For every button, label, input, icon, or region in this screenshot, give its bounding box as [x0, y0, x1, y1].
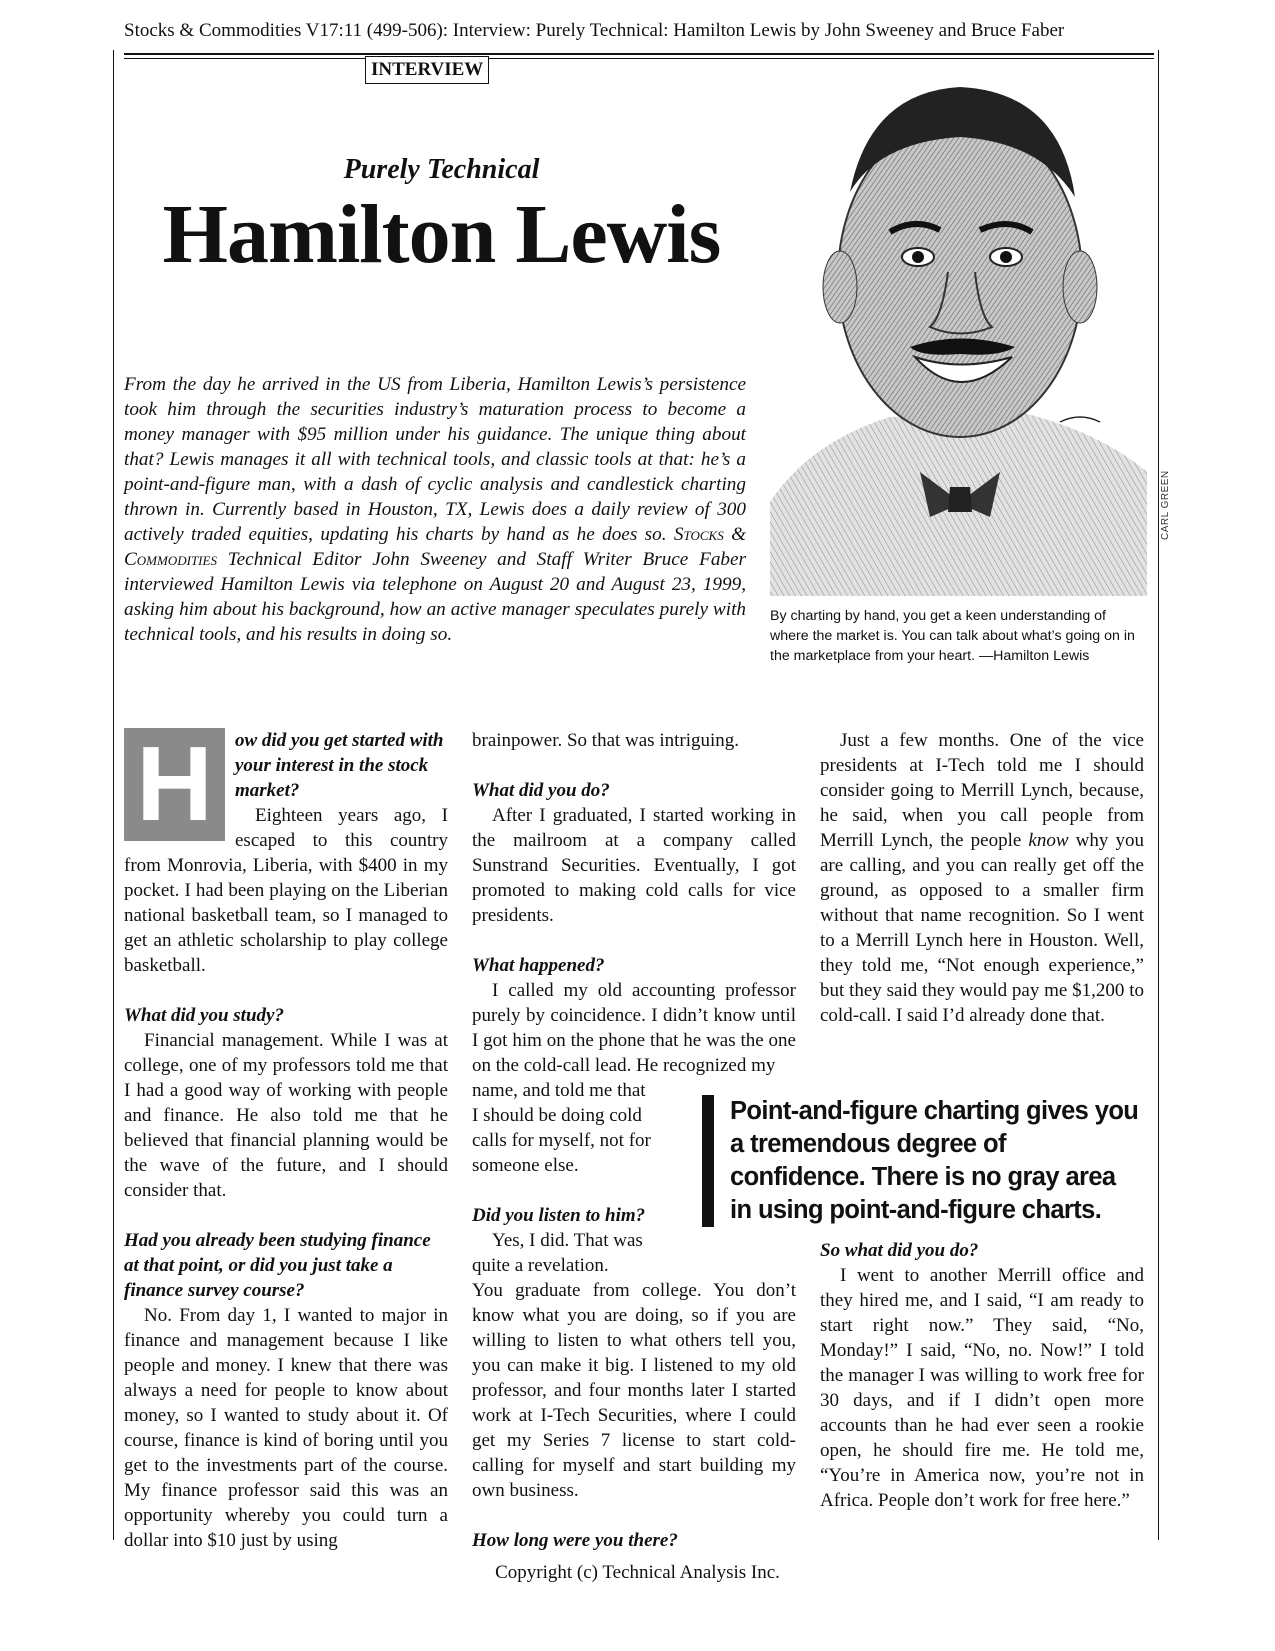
- question-5: What happened?: [472, 955, 605, 976]
- answer-6: Yes, I did. That was quite a revelation.: [472, 1230, 643, 1276]
- answer-8: I went to another Merrill office and they hired me, and I said, “I am ready to start right now.” They said, “No, Monday!” I said, “No, no. Now!” I told the manager I was willing to work free for 30 days, and if I didn’t open more accounts than he had ever seen a rookie open, he should fire me. He told me, “You’re in America now, you’re not in Africa. People don’t work for free here.”: [820, 1265, 1144, 1511]
- answer-3-continued: brainpower. So that was intriguing.: [472, 730, 740, 751]
- portrait-illustration: [770, 72, 1147, 596]
- question-1: ow did you get started with your interest in the stock market?: [235, 730, 444, 801]
- answer-7-emphasis: know: [1028, 830, 1069, 851]
- copyright-footer: Copyright (c) Technical Analysis Inc.: [495, 1562, 780, 1583]
- question-7: How long were you there?: [472, 1530, 678, 1551]
- pull-quote: Point-and-figure charting gives you a tremendous degree of confidence. There is no gray area in using point-and-figure charts.: [702, 1095, 1142, 1227]
- question-6: Did you listen to him?: [472, 1205, 646, 1226]
- right-margin-rule: [1158, 50, 1159, 1540]
- answer-7: [820, 728, 1144, 1028]
- drop-cap: H: [124, 728, 225, 841]
- intro-text-2: Technical Editor John Sweeney and Staff Writer Bruce Faber interviewed Hamilton Lewis via telephone on August 20 and August 23, 1999, asking him about his background, how an active manager speculates purely with technical tools, and his results in doing so.: [124, 549, 747, 645]
- answer-5: I called my old accounting professor purely by coincidence. I didn’t know until I got him on the phone that he was the one on the cold-call lead. He recognized my: [472, 980, 796, 1076]
- article-kicker: Purely Technical: [343, 154, 540, 185]
- answer-5-continued: name, and told me that I should be doing cold calls for myself, not for someone else.: [472, 1080, 651, 1176]
- article-intro: [124, 372, 746, 647]
- answer-2: Financial management. While I was at college, one of my professors told me that I had a good way of working with people and finance. He also told me that he believed that financial planning would be the wave of the future, and I should consider that.: [124, 1030, 448, 1201]
- answer-1: Eighteen years ago, I escaped to this country from Monrovia, Liberia, with $400 in my pocket. I had been playing on the Liberian national basketball team, so I managed to get an athletic scholarship to play college basketball.: [124, 805, 448, 976]
- answer-7-text-1: Just a few months. One of the vice presidents at I-Tech told me I should consider going to Merrill Lynch, because, he said, when you call people from Merrill Lynch, the people: [820, 730, 1144, 851]
- article-headline: Hamilton Lewis: [162, 188, 721, 281]
- magazine-name: Stocks & Commodities: [124, 524, 746, 570]
- question-2: What did you study?: [124, 1005, 284, 1026]
- answer-3: No. From day 1, I wanted to major in finance and management because I like people and money. I knew that there was always a need for people to know about money, so I wanted to study about it. Of course, finance is kind of boring until you get to the investments part of the course. My finance professor said this was an opportunity whereby you could turn a dollar into $10 just by using: [124, 1305, 448, 1551]
- section-tag: INTERVIEW: [365, 56, 489, 84]
- header-rule: [124, 53, 1154, 55]
- answer-4: After I graduated, I started working in the mailroom at a company called Sunstrand Securities. Eventually, I got promoted to making cold calls for vice presidents.: [472, 805, 796, 926]
- portrait-caption: By charting by hand, you get a keen understanding of where the market is. You can talk about what’s going on in the marketplace from your heart. —Hamilton Lewis: [770, 608, 1135, 664]
- answer-6-continued: You graduate from college. You don’t know what you are doing, so if you are willing to listen to what others tell you, you can make it big. I listened to my old professor, and four months later I started work at I-Tech Securities, where I could get my Series 7 license to start cold-calling for myself and start building my own business.: [472, 1280, 796, 1501]
- intro-text-1: From the day he arrived in the US from Liberia, Hamilton Lewis’s persistence took him through the securities industry’s maturation process to become a money manager with $95 million under his guidance. The unique thing about that? Lewis manages it all with technical tools, and classic tools at that: he’s a point-and-figure man, with a dash of cyclic analysis and candlestick charting thrown in. Currently based in Houston, TX, Lewis does a daily review of 300 actively traded equities, updating his charts by hand as he does so.: [124, 374, 746, 545]
- running-head: Stocks & Commodities V17:11 (499-506): Interview: Purely Technical: Hamilton Lewis by John Sweeney and Bruce Faber: [124, 20, 1065, 41]
- left-margin-rule: [113, 50, 114, 1540]
- question-8: So what did you do?: [820, 1240, 979, 1261]
- question-4: What did you do?: [472, 780, 610, 801]
- question-3: Had you already been studying finance at that point, or did you just take a finance survey course?: [124, 1230, 431, 1301]
- header-rule-thin: [124, 58, 1154, 59]
- answer-7-text-2: why you are calling, and you can really get off the ground, as opposed to a smaller firm without that name recognition. So I went to a Merrill Lynch here in Houston. Well, they told me, “Not enough experience,” but they said they would pay me $1,200 to cold-call. I said I’d already done that.: [820, 830, 1144, 1026]
- illustration-credit: CARL GREEN: [1160, 470, 1171, 540]
- body-column-1: [124, 725, 448, 1553]
